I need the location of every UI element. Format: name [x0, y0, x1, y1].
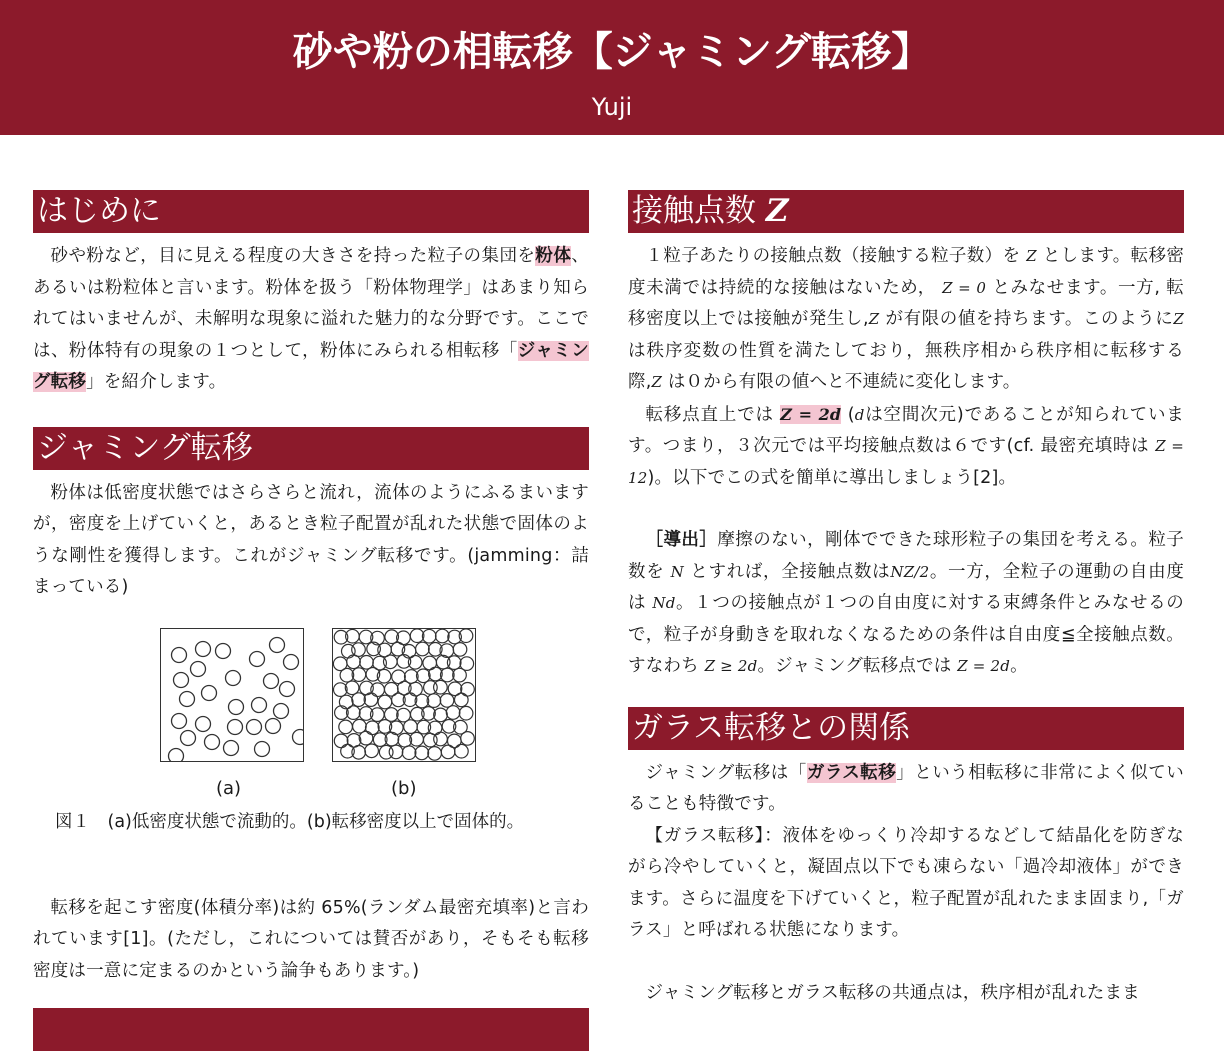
text: 、あるいは粉粒体と言います。粉体を扱う「粉体物理学」はあまり知られてはいませんが、未解明な現象に溢れた魅力的な分野です。ここでは、粉体特有の現象の１つとして，粉体にみられる相転移「	[33, 246, 589, 361]
text: は秩序変数の性質を満たしており，無秩序相から秩序相に転移する際,	[628, 340, 1184, 392]
highlight-term-glass: ガラス転移	[806, 762, 897, 783]
math-z-eq-0: Z = 0	[942, 278, 987, 297]
math-z: Z	[868, 310, 880, 328]
text: とみなせます。一方, 転移密度以上では接触が発生し,	[628, 277, 1185, 329]
text: １粒子あたりの接触点数（接触する粒子数）を	[645, 246, 1021, 266]
highlight-term-jamming: ジャミング転移	[33, 340, 589, 392]
math-nz-over-2: NZ/2	[890, 562, 930, 581]
text: 。１つの接触点が１つの自由度に対する束縛条件とみなせるので，粒子が身動きを取れなくなるための条件は自由度≦全接触点数。すなわち	[628, 593, 1185, 676]
text: 摩擦のない，剛体でできた球形粒子の集団を考える。粒子数を	[628, 530, 1184, 582]
left-column	[33, 190, 589, 1059]
figure-high-density-panel	[332, 628, 476, 762]
math-z: Z	[1026, 247, 1037, 265]
title-banner	[0, 0, 1224, 135]
highlight-term-funtai: 粉体	[535, 246, 572, 266]
figure-caption: 図１ (a)低密度状態で流動的。(b)転移密度以上で固体的。	[55, 811, 525, 832]
author-name: Yuji	[591, 93, 633, 121]
page-title: 砂や粉の相転移【ジャミング転移】	[292, 29, 932, 75]
section-heading-contact-number	[628, 190, 1184, 233]
section-heading-glass-transition: ガラス転移との関係	[628, 707, 1184, 750]
text: とします。転移密度未満では持続的な接触はないため，	[628, 246, 1185, 298]
right-column	[628, 190, 1184, 1009]
derivation-label: ［導出］	[645, 530, 718, 550]
figure-1	[33, 628, 589, 893]
text: が有限の値を持ちます。このように	[885, 309, 1174, 329]
math-z: Z	[651, 373, 663, 391]
text: 。一方，全粒子の運動の自由度は	[628, 561, 1185, 613]
section-heading-jamming: ジャミング転移	[33, 427, 589, 470]
text: は０から有限の値へと不連続に変化します。	[667, 372, 1021, 392]
text: )。以下でこの式を簡単に導出しましょう[2]。	[647, 467, 1017, 488]
highlight-formula-z-2d: Z = 2d	[780, 404, 842, 424]
text: 」という相転移に非常によく似ていることも特徴です。	[628, 762, 1184, 814]
text: 。ジャミング転移点では	[757, 656, 952, 676]
glass-paragraph-1	[628, 758, 1184, 821]
text: 転移点直上では	[645, 404, 774, 425]
math-d: d	[854, 405, 865, 424]
math-z-eq-2d: Z = 2d	[957, 657, 1011, 675]
text: は空間次元)であることが知られています。つまり，３次元では平均接触点数は６です(cf. 最密充填時は	[628, 404, 1184, 456]
text: ジャミング転移は「	[645, 762, 807, 783]
jamming-paragraph-1: 粉体は低密度状態ではさらさらと流れ，流体のようにふるまいますが，密度を上げていくと，あるとき粒子配置が乱れた状態で固体のような剛性を獲得します。これがジャミング転移です。(jamming：詰まっている)	[33, 482, 589, 597]
figure-label-a: (a)	[216, 777, 242, 799]
text: (	[847, 404, 855, 425]
math-n: N	[670, 562, 684, 581]
jamming-paragraph-2: 転移を起こす密度(体積分率)は約 65%(ランダム最密充填率)と言われています[1]。(ただし，これについては賛否があり，そもそも転移密度は一意に定まるのかという論争もあります。)	[33, 897, 589, 981]
text: 。	[1010, 656, 1028, 676]
math-nd: Nd	[652, 594, 676, 612]
glass-paragraph-2: 【ガラス転移】：液体をゆっくり冷却するなどして結晶化を防ぎながら冷やしていくと，凝固点以下でも凍らない「過冷却液体」ができます。さらに温度を下げていくと，粒子配置が乱れたまま固まり,「ガラス」と呼ばれる状態になります。	[628, 825, 1184, 940]
text: とすれば，全接触点数は	[690, 561, 891, 582]
math-z-ge-2d: Z ≥ 2d	[704, 657, 758, 675]
intro-paragraph	[33, 241, 589, 399]
jammed-particles-illustration	[333, 629, 475, 761]
sparse-particles-illustration	[161, 629, 303, 761]
heading-text: 接触点数	[632, 193, 766, 229]
math-z-eq-12: Z = 12	[628, 437, 1185, 487]
text: 砂や粉など，目に見える程度の大きさを持った粒子の集団を	[50, 246, 536, 266]
figure-low-density-panel	[160, 628, 304, 762]
text: 」を紹介します。	[86, 372, 227, 392]
section-heading-intro: はじめに	[33, 190, 589, 233]
contact-paragraph-1	[628, 241, 1184, 399]
glass-paragraph-3: ジャミング転移とガラス転移の共通点は，秩序相が乱れたまま	[645, 982, 1140, 1003]
contact-paragraph-2	[628, 399, 1184, 495]
heading-math-z: Z	[765, 193, 789, 229]
math-z: Z	[1173, 310, 1184, 328]
derivation-paragraph	[628, 525, 1184, 683]
figure-label-b: (b)	[391, 777, 417, 799]
